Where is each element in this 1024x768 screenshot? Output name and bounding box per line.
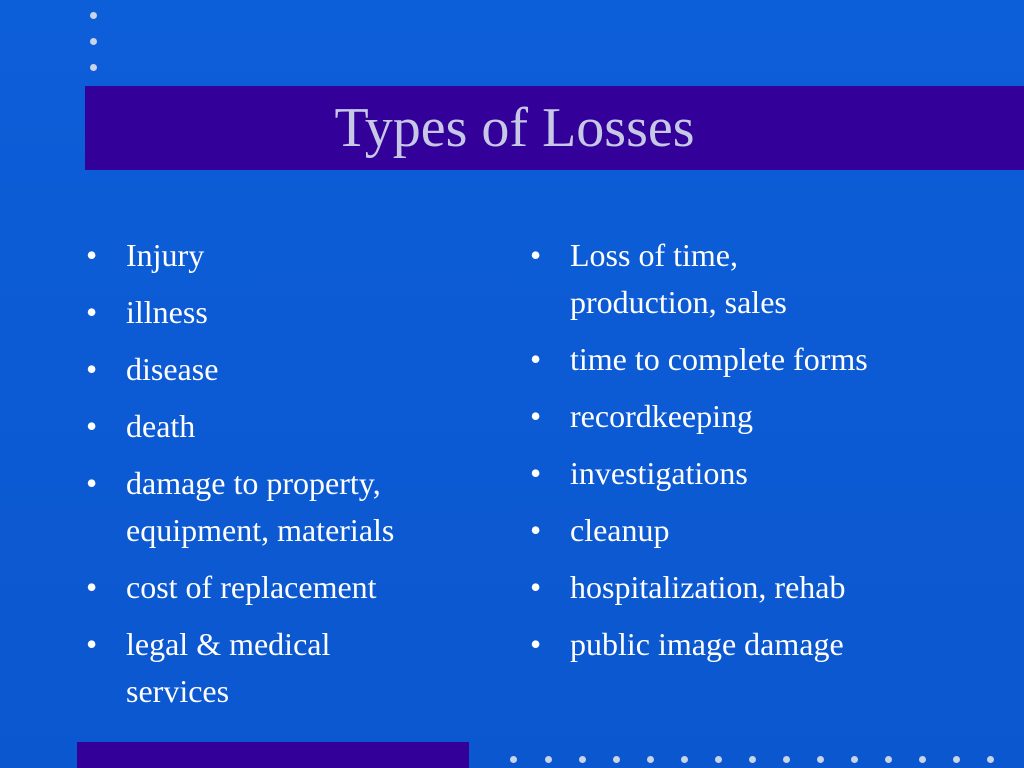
bullet-icon: • — [530, 626, 542, 662]
list-item-text: legal & medical services — [126, 626, 331, 709]
decor-dot — [817, 756, 824, 763]
list-item-text: damage to property, equipment, materials — [126, 465, 395, 548]
bullet-icon: • — [530, 398, 542, 434]
bullet-icon: • — [530, 237, 542, 273]
bullet-icon: • — [530, 512, 542, 548]
decor-dot — [613, 756, 620, 763]
list-item — [86, 289, 486, 336]
decor-dot — [90, 64, 97, 71]
list-item-text: Injury — [126, 237, 205, 273]
decor-dot — [987, 756, 994, 763]
list-item — [530, 450, 970, 497]
list-item — [530, 393, 970, 440]
slide-title: Types of Losses — [334, 97, 695, 159]
list-item-text: investigations — [570, 455, 748, 491]
bullet-icon: • — [530, 341, 542, 377]
list-item-text: death — [126, 408, 196, 444]
bullet-icon: • — [86, 626, 98, 662]
decor-dot — [851, 756, 858, 763]
bullet-icon: • — [86, 465, 98, 501]
list-item-text: recordkeeping — [570, 398, 754, 434]
decor-dot — [749, 756, 756, 763]
list-item-text: cleanup — [570, 512, 670, 548]
decor-dot — [885, 756, 892, 763]
decor-dot — [545, 756, 552, 763]
list-item-text: time to complete forms — [570, 341, 868, 377]
list-item — [530, 507, 970, 554]
list-item-text: public image damage — [570, 626, 844, 662]
list-item-text: disease — [126, 351, 219, 387]
decor-dot — [579, 756, 586, 763]
list-item-text: hospitalization, rehab — [570, 569, 846, 605]
decor-dot — [90, 38, 97, 45]
list-item — [86, 346, 486, 393]
decor-dot — [681, 756, 688, 763]
list-item — [86, 232, 486, 279]
list-item — [530, 564, 990, 611]
bullet-icon: • — [86, 237, 98, 273]
bullet-icon: • — [86, 351, 98, 387]
bullet-icon: • — [530, 455, 542, 491]
bullet-icon: • — [86, 408, 98, 444]
decor-dot — [647, 756, 654, 763]
right-bullet-list — [530, 232, 950, 678]
decor-dot — [919, 756, 926, 763]
list-item — [86, 460, 486, 554]
list-item — [86, 564, 486, 611]
decor-dot — [783, 756, 790, 763]
list-item-text: illness — [126, 294, 208, 330]
bullet-icon: • — [86, 294, 98, 330]
list-item-text: cost of replacement — [126, 569, 377, 605]
left-bullet-list — [86, 232, 486, 725]
decor-dot — [715, 756, 722, 763]
list-item — [530, 232, 880, 326]
list-item — [86, 621, 426, 715]
list-item — [530, 336, 880, 383]
bottom-bar — [77, 742, 469, 768]
list-item-text: Loss of time, production, sales — [570, 237, 787, 320]
bullet-icon: • — [530, 569, 542, 605]
decor-dot — [510, 756, 517, 763]
bullet-icon: • — [86, 569, 98, 605]
decor-dot — [90, 12, 97, 19]
title-bar — [85, 86, 1024, 170]
list-item — [530, 621, 990, 668]
list-item — [86, 403, 486, 450]
decor-dot — [953, 756, 960, 763]
